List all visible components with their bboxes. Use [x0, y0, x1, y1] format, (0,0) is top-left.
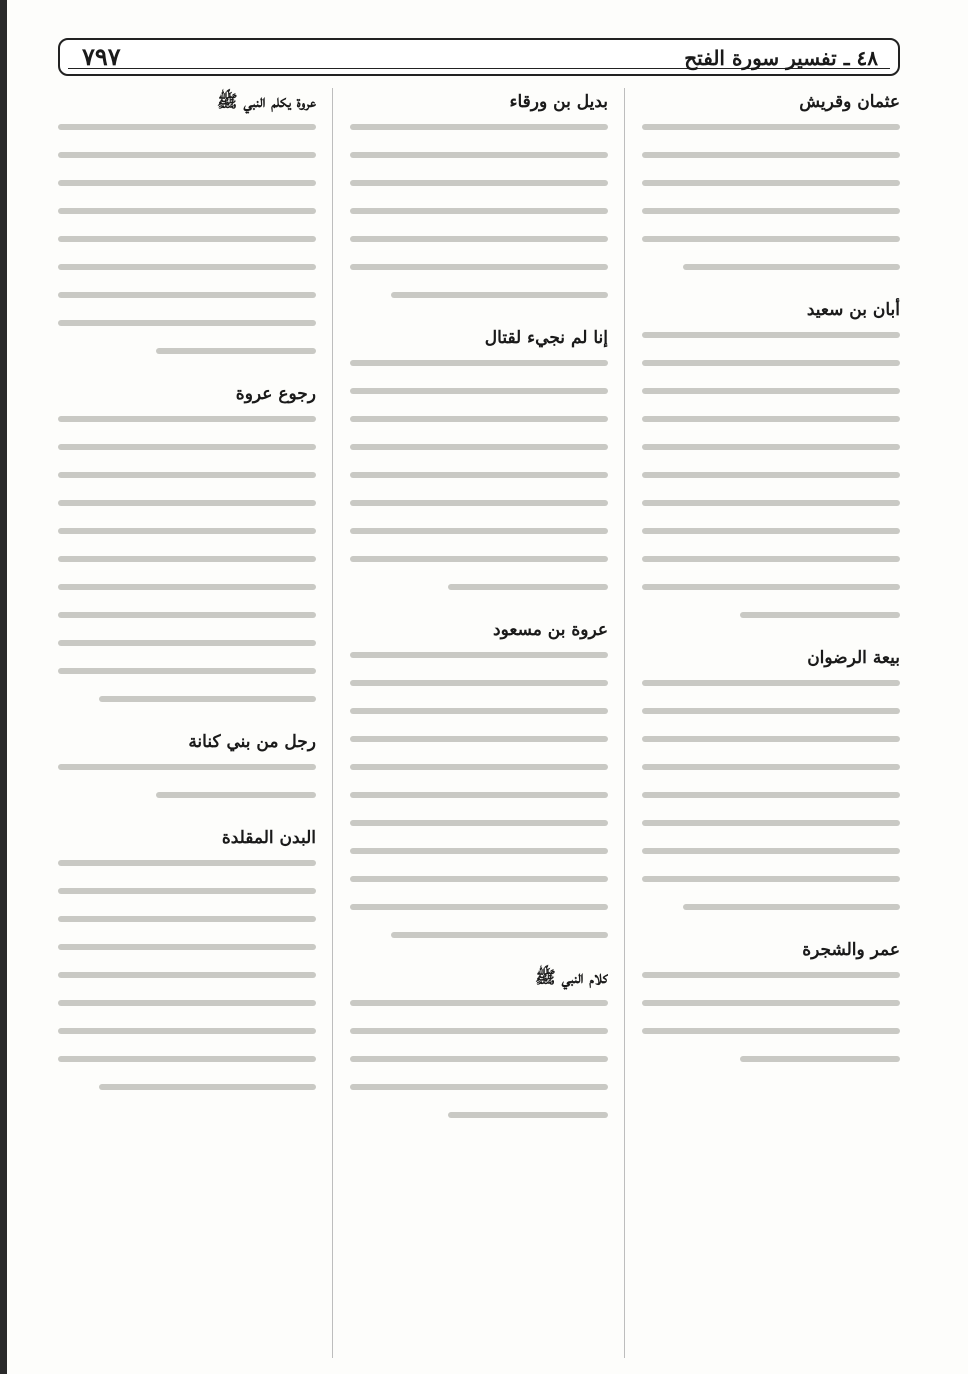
paragraph-body — [642, 680, 900, 910]
paragraph-body — [58, 416, 316, 702]
page-number: ٧٩٧ — [82, 42, 121, 71]
paragraph-body — [642, 332, 900, 618]
paragraph-body — [642, 124, 900, 270]
paragraph-title: عروة يكلم النبي ﷺ — [217, 92, 316, 112]
paragraph-title: بديل بن ورقاء — [509, 92, 608, 112]
running-title: ٤٨ ـ تفسير سورة الفتح — [684, 46, 878, 70]
paragraph-title: عثمان وقريش — [799, 92, 900, 112]
column-left — [58, 88, 316, 1358]
column-divider — [332, 88, 333, 1358]
page-edge-shadow — [0, 0, 7, 1374]
paragraph-body — [58, 764, 316, 798]
paragraph-title: رجوع عروة — [235, 384, 316, 404]
paragraph-body — [350, 1000, 608, 1118]
paragraph-title: عروة بن مسعود — [493, 620, 608, 640]
paragraph-title: إنا لم نجيء لقتال — [484, 328, 608, 348]
column-divider — [624, 88, 625, 1358]
page-header — [58, 38, 900, 76]
column-right — [642, 88, 900, 1358]
paragraph-body — [58, 124, 316, 354]
column-middle — [350, 88, 608, 1358]
paragraph-title: البدن المقلدة — [221, 828, 316, 848]
paragraph-title: عمر والشجرة — [802, 940, 900, 960]
paragraph-body — [350, 124, 608, 298]
paragraph-title: بيعة الرضوان — [807, 648, 900, 668]
paragraph-title: أبان بن سعيد — [806, 300, 900, 320]
paragraph-title: رجل من بني كنانة — [188, 732, 316, 752]
paragraph-body — [350, 652, 608, 938]
paragraph-body — [58, 860, 316, 1090]
paragraph-body — [642, 972, 900, 1062]
paragraph-body — [350, 360, 608, 590]
text-columns — [58, 88, 900, 1358]
paragraph-title: كلام النبي ﷺ — [535, 968, 608, 988]
